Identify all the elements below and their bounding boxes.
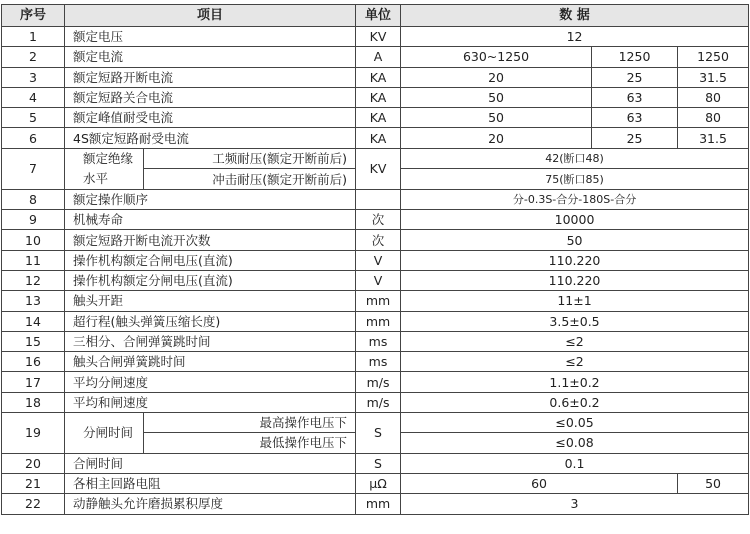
row-value: 110.220 <box>401 250 749 270</box>
row-value: 50 <box>401 230 749 250</box>
row-no: 9 <box>2 210 65 230</box>
row-no: 4 <box>2 87 65 107</box>
row-no: 7 <box>2 148 65 189</box>
table-row <box>2 331 749 351</box>
row-item: 额定操作顺序 <box>65 189 356 209</box>
row-unit: mm <box>356 494 401 514</box>
row-unit: ms <box>356 331 401 351</box>
row-unit: A <box>356 47 401 67</box>
row-unit: 次 <box>356 210 401 230</box>
row-value-2: 63 <box>592 87 678 107</box>
table-row <box>2 311 749 331</box>
row-item: 超行程(触头弹簧压缩长度) <box>65 311 356 331</box>
row-value: ≤2 <box>401 352 749 372</box>
table-row <box>2 128 749 148</box>
table-row <box>2 250 749 270</box>
table-row <box>2 210 749 230</box>
row-no: 13 <box>2 291 65 311</box>
row-unit: S <box>356 453 401 473</box>
row-item: 合闸时间 <box>65 453 356 473</box>
row-no: 8 <box>2 189 65 209</box>
table-row <box>2 270 749 290</box>
row-unit: μΩ <box>356 473 401 493</box>
header-row <box>2 5 749 27</box>
row-value-3: 80 <box>678 108 749 128</box>
row-unit: mm <box>356 291 401 311</box>
row-value-2: 50 <box>678 473 749 493</box>
row-item: 触头开距 <box>65 291 356 311</box>
row-sub-value: ≤0.05 <box>401 413 749 433</box>
row-unit: V <box>356 270 401 290</box>
row-value-1: 50 <box>401 108 592 128</box>
row-item: 额定峰值耐受电流 <box>65 108 356 128</box>
row-value-3: 31.5 <box>678 128 749 148</box>
table-row <box>2 352 749 372</box>
row-value-2: 63 <box>592 108 678 128</box>
row-unit: V <box>356 250 401 270</box>
row-item: 各相主回路电阻 <box>65 473 356 493</box>
row-no: 12 <box>2 270 65 290</box>
row-unit: KA <box>356 108 401 128</box>
row-item: 操作机构额定分闸电压(直流) <box>65 270 356 290</box>
table-row <box>2 494 749 514</box>
row-no: 14 <box>2 311 65 331</box>
row-unit <box>356 189 401 209</box>
row-no: 15 <box>2 331 65 351</box>
row-unit: KA <box>356 128 401 148</box>
row-item: 操作机构额定合闸电压(直流) <box>65 250 356 270</box>
table-row <box>2 230 749 250</box>
table-row <box>2 148 749 169</box>
row-no: 20 <box>2 453 65 473</box>
table-row <box>2 27 749 47</box>
header-item: 项目 <box>65 5 356 27</box>
table-row <box>2 108 749 128</box>
row-value-1: 60 <box>401 473 678 493</box>
row-value-2: 25 <box>592 67 678 87</box>
row-value-1: 630~1250 <box>401 47 592 67</box>
row-no: 17 <box>2 372 65 392</box>
row-sub-value: 75(断口85) <box>401 169 749 190</box>
row-no: 3 <box>2 67 65 87</box>
row-unit: S <box>356 413 401 454</box>
row-value-3: 80 <box>678 87 749 107</box>
table-row <box>2 413 749 433</box>
row-sub-label: 工频耐压(额定开断前后) <box>144 148 356 169</box>
header-unit: 单位 <box>356 5 401 27</box>
row-item: 动静触头允许磨损累积厚度 <box>65 494 356 514</box>
row-value: 11±1 <box>401 291 749 311</box>
row-item: 三相分、合闸弹簧跳时间 <box>65 331 356 351</box>
row-no: 22 <box>2 494 65 514</box>
row-group-label: 额定绝缘水平 <box>65 148 144 189</box>
table-row <box>2 87 749 107</box>
table-row <box>2 453 749 473</box>
row-value-2: 1250 <box>592 47 678 67</box>
row-item: 额定电压 <box>65 27 356 47</box>
header-data: 数 据 <box>401 5 749 27</box>
row-value: 分-0.3S-合分-180S-合分 <box>401 189 749 209</box>
row-item: 额定短路开断电流 <box>65 67 356 87</box>
row-item: 额定短路关合电流 <box>65 87 356 107</box>
row-value: 3 <box>401 494 749 514</box>
row-no: 10 <box>2 230 65 250</box>
row-item: 平均和闸速度 <box>65 392 356 412</box>
header-no: 序号 <box>2 5 65 27</box>
row-no: 6 <box>2 128 65 148</box>
row-unit: KA <box>356 87 401 107</box>
row-no: 18 <box>2 392 65 412</box>
row-value: ≤2 <box>401 331 749 351</box>
row-value: 0.6±0.2 <box>401 392 749 412</box>
row-unit: KV <box>356 148 401 189</box>
row-no: 16 <box>2 352 65 372</box>
row-value-3: 31.5 <box>678 67 749 87</box>
row-item: 4S额定短路耐受电流 <box>65 128 356 148</box>
row-value: 1.1±0.2 <box>401 372 749 392</box>
row-no: 2 <box>2 47 65 67</box>
row-item: 额定电流 <box>65 47 356 67</box>
table-row <box>2 67 749 87</box>
row-sub-value: ≤0.08 <box>401 433 749 453</box>
table-row <box>2 473 749 493</box>
table-row <box>2 372 749 392</box>
row-unit: m/s <box>356 372 401 392</box>
row-sub-label: 冲击耐压(额定开断前后) <box>144 169 356 190</box>
row-value: 0.1 <box>401 453 749 473</box>
table-row <box>2 291 749 311</box>
row-item: 触头合闸弹簧跳时间 <box>65 352 356 372</box>
row-no: 19 <box>2 413 65 454</box>
row-value: 12 <box>401 27 749 47</box>
row-value: 110.220 <box>401 270 749 290</box>
row-item: 额定短路开断电流开次数 <box>65 230 356 250</box>
row-sub-label: 最低操作电压下 <box>144 433 356 453</box>
row-unit: m/s <box>356 392 401 412</box>
row-no: 21 <box>2 473 65 493</box>
row-unit: KV <box>356 27 401 47</box>
row-value: 3.5±0.5 <box>401 311 749 331</box>
row-group-label: 分闸时间 <box>65 413 144 454</box>
row-value-3: 1250 <box>678 47 749 67</box>
row-unit: ms <box>356 352 401 372</box>
row-value-2: 25 <box>592 128 678 148</box>
row-value: 10000 <box>401 210 749 230</box>
table-row <box>2 392 749 412</box>
spec-table <box>1 4 749 515</box>
row-no: 5 <box>2 108 65 128</box>
row-no: 1 <box>2 27 65 47</box>
row-item: 平均分闸速度 <box>65 372 356 392</box>
row-no: 11 <box>2 250 65 270</box>
row-unit: mm <box>356 311 401 331</box>
row-unit: 次 <box>356 230 401 250</box>
row-sub-label: 最高操作电压下 <box>144 413 356 433</box>
row-value-1: 50 <box>401 87 592 107</box>
table-row <box>2 47 749 67</box>
row-value-1: 20 <box>401 128 592 148</box>
table-row <box>2 189 749 209</box>
row-sub-value: 42(断口48) <box>401 148 749 169</box>
row-value-1: 20 <box>401 67 592 87</box>
row-unit: KA <box>356 67 401 87</box>
row-item: 机械寿命 <box>65 210 356 230</box>
